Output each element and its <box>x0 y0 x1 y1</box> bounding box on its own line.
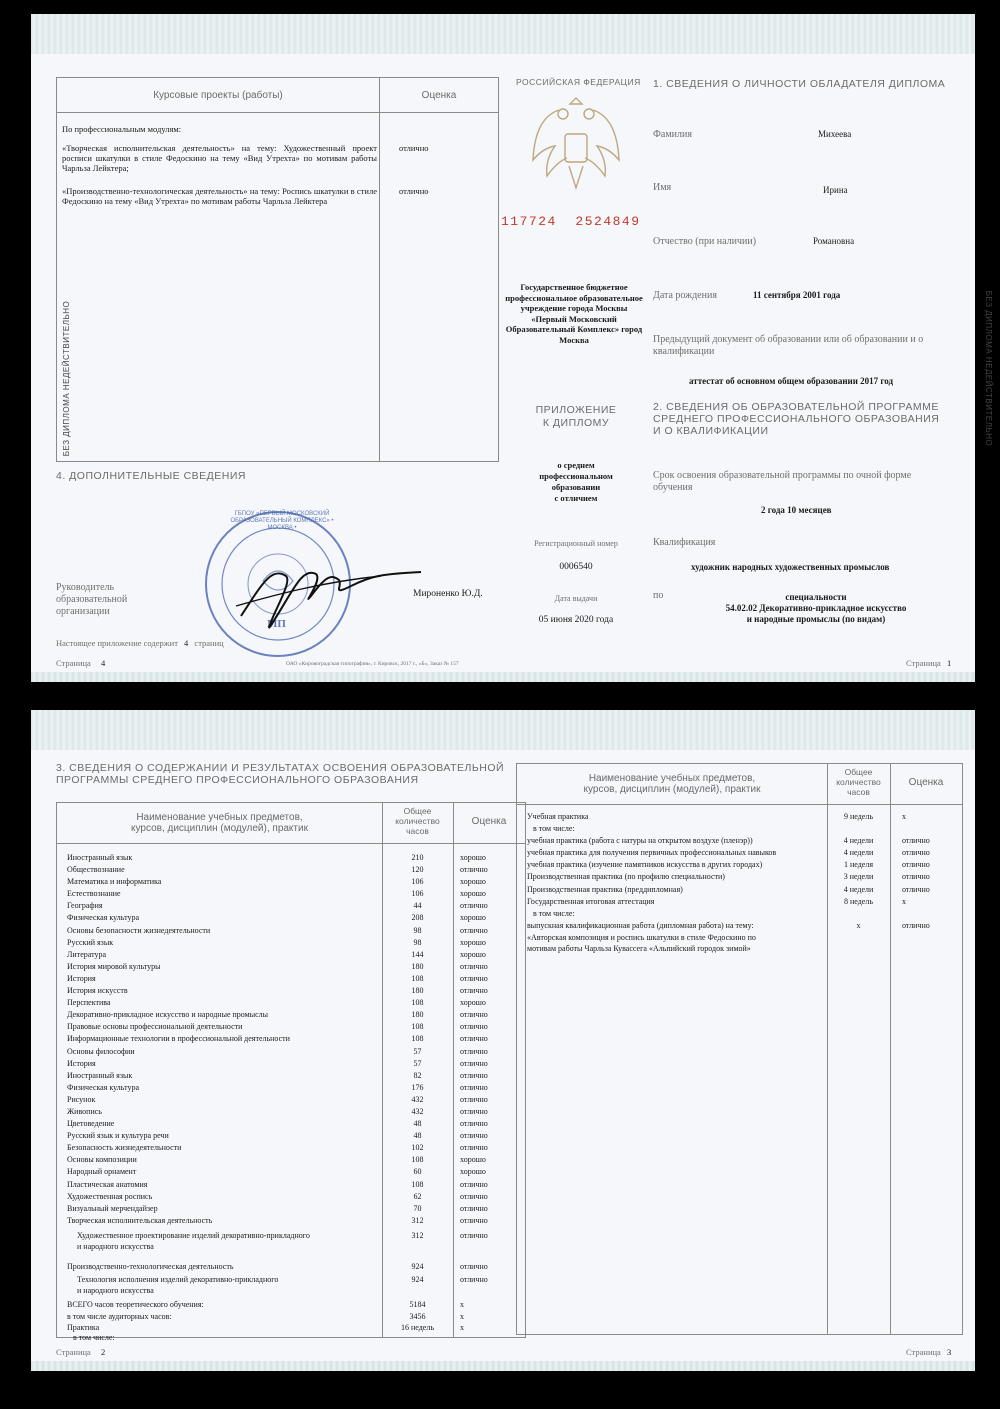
table-row <box>57 1154 525 1166</box>
cell-hours: 108 <box>411 998 424 1008</box>
practice-col-name: Наименование учебных предметов, курсов, дисциплин (модулей), практик <box>583 773 761 795</box>
table-row <box>57 1106 525 1118</box>
serial-number: 117724 2524849 <box>501 214 641 229</box>
cell-hours: 180 <box>411 1010 424 1020</box>
table-row <box>57 888 525 900</box>
cell-hours: 432 <box>411 1094 424 1104</box>
table-row <box>517 847 962 859</box>
cell-name: История искусств <box>67 986 128 996</box>
cell-grade: хорошо <box>460 998 486 1008</box>
cell-name: Художественная роспись <box>67 1191 153 1201</box>
table-row <box>57 949 525 961</box>
cell-name: Живопись <box>67 1106 102 1116</box>
cell-grade: отлично <box>460 1179 488 1189</box>
cell-grade: отлично <box>460 925 488 935</box>
cell-name: учебная практика для получения первичных профессиональных навыков <box>527 848 777 858</box>
table-row <box>57 1094 525 1106</box>
table-row <box>57 1191 525 1203</box>
seal-center: МП <box>267 618 286 630</box>
cell-grade: отлично <box>460 1094 488 1104</box>
table-row <box>57 961 525 973</box>
cell-name: учебная практика (изучение памятников искусства в других городах) <box>527 860 763 870</box>
cell-name: Математика и информатика <box>67 877 162 887</box>
cell-grade: отлично <box>902 848 930 858</box>
issue-date-value: 05 июня 2020 года <box>538 615 614 625</box>
cell-name: Правовые основы профессиональной деятельности <box>67 1022 243 1032</box>
subjects-col-hours: Общее количество часов <box>395 806 440 836</box>
cell-grade: хорошо <box>460 913 486 923</box>
cell-name: Декоративно-прикладное искусство и народные промыслы <box>67 1010 268 1020</box>
cell-hours: 44 <box>413 901 422 911</box>
cell-name: Перспектива <box>67 998 111 1008</box>
table-row <box>517 835 962 847</box>
section3-title: 3. СВЕДЕНИЯ О СОДЕРЖАНИИ И РЕЗУЛЬТАТАХ ОСВОЕНИЯ ОБРАЗОВАТЕЛЬНОЙ ПРОГРАММЫ СРЕДНЕГО ПРОФЕССИОНАЛЬНОГО ОБРАЗОВАНИЯ <box>56 762 505 786</box>
page-footer-left: Страница 4 <box>56 658 106 668</box>
course-projects-table <box>56 77 499 462</box>
surname-label: Фамилия <box>653 129 692 140</box>
cell-grade: хорошо <box>460 937 486 947</box>
table-row <box>57 1179 525 1191</box>
table-row <box>57 1203 525 1215</box>
cell-name: Основы композиции <box>67 1155 137 1165</box>
side-note-left: БЕЗ ДИПЛОМА НЕДЕЙСТВИТЕЛЬНО <box>62 300 72 457</box>
seal-text: ГБПОУ «ПЕРВЫЙ МОСКОВСКИЙ ОБРАЗОВАТЕЛЬНЫЙ КОМПЛЕКС» • МОСКВА • <box>230 511 334 531</box>
page-footer-2: Страница 2 <box>56 1347 106 1357</box>
cell-grade: отлично <box>460 1131 488 1141</box>
course-header-name: Курсовые проекты (работы) <box>153 90 283 101</box>
cell-hours: 48 <box>413 1119 422 1129</box>
section2-title: 2. СВЕДЕНИЯ ОБ ОБРАЗОВАТЕЛЬНОЙ ПРОГРАММЕ СРЕДНЕГО ПРОФЕССИОНАЛЬНОГО ОБРАЗОВАНИЯ И О КВАЛИФИКАЦИИ <box>653 401 940 437</box>
table-row <box>57 925 525 937</box>
practice-col-grade: Оценка <box>908 777 944 788</box>
table-row <box>57 973 525 985</box>
term-label: Срок освоения образовательной программы по очной форме обучения <box>653 470 912 493</box>
name-value: Ирина <box>823 185 848 195</box>
cell-name: Государственная итоговая аттестация <box>527 896 655 906</box>
cell-hours: 82 <box>413 1070 422 1080</box>
cell-grade: отлично <box>902 836 930 846</box>
cell-hours: 70 <box>413 1203 422 1213</box>
qualification-label: Квалификация <box>653 537 716 548</box>
spec-prefix: по <box>653 590 664 601</box>
table-row <box>517 823 962 835</box>
course-item-2: «Производственно-технологическая деятельность» на тему: Роспись шкатулки в стиле Федоскино на тему «Вид Утрехта» по мотивам работы Чарльза Лейктера <box>62 186 377 206</box>
cell-name: Рисунок <box>67 1094 96 1104</box>
cell-grade: отлично <box>460 865 488 875</box>
cell-hours: 57 <box>413 1058 422 1068</box>
table-row <box>57 1142 525 1154</box>
subjects-col-grade: Оценка <box>471 816 507 827</box>
cell-hours: 108 <box>411 1155 424 1165</box>
table-row <box>517 896 962 908</box>
cell-grade: x <box>902 812 906 821</box>
name-label: Имя <box>653 182 672 193</box>
cell-name: Физическая культура <box>67 1082 140 1092</box>
cell-hours: 60 <box>413 1167 422 1177</box>
table-row <box>57 1009 525 1021</box>
cell-name: Основы философии <box>67 1046 135 1056</box>
cell-grade: отлично <box>460 986 488 996</box>
cell-name: Иностранный язык <box>67 1070 133 1080</box>
cell-hours: 180 <box>411 986 424 996</box>
cell-grade: отлично <box>902 872 930 882</box>
qualification-value: художник народных художественных промыслов <box>691 562 890 572</box>
patronymic-value: Романовна <box>813 236 855 246</box>
cell-grade: отлично <box>460 1215 488 1225</box>
head-label: Руководитель образовательной организации <box>56 582 128 617</box>
table-row <box>57 1130 525 1142</box>
cell-name: Учебная практика <box>527 812 589 821</box>
cell-hours: 208 <box>411 913 424 923</box>
course-header-grade: Оценка <box>421 90 457 101</box>
course-item-2-grade: отлично <box>399 186 429 196</box>
side-note-right: БЕЗ ДИПЛОМА НЕДЕЙСТВИТЕЛЬНО <box>984 290 994 447</box>
cell-name: Народный орнамент <box>67 1167 137 1177</box>
cell-hours: 108 <box>411 1179 424 1189</box>
practice-rows <box>517 811 962 920</box>
subjects-rows <box>57 852 525 1227</box>
reg-number-label: Регистрационный номер <box>534 539 618 548</box>
cell-name: учебная практика (работа с натуры на открытом воздухе (пленэр)) <box>527 836 753 846</box>
cell-grade: отлично <box>460 1191 488 1201</box>
cell-hours: 102 <box>411 1143 424 1153</box>
pages-note: Настоящее приложение содержит 4 страниц <box>56 638 224 648</box>
cell-hours: 62 <box>413 1191 422 1201</box>
table-row <box>517 871 962 883</box>
cell-grade: отлично <box>460 1106 488 1116</box>
subjects-table: Наименование учебных предметов, курсов, дисциплин (модулей), практик Общее количество часов Оценка Иностранный язык 210 хорошо Обществознание 120 отлично Математика и информатика 106 хорошо Естествознание 106 хорошо География 44 отлично Физическая культура 208 хорошо Основы безопасности жизнедеятельности 98 отлично Русский язык 98 хорошо Литература 144 хорошо История мировой культуры 180 отлично История 108 отлично История искусств 180 отлично Перспектива 108 хорошо Декоративно-прикладное искусство и народные промыслы 180 отлично Правовые основы профессиональной деятельности 108 отлично Информационные технологии в профессиональной деятельности 108 отлично Основы философии 57 отлично История 57 отлично Иностранный язык 82 отлично Физическая культура 176 отлично Рисунок 432 отлично Живопись 432 отлично Цветоведение 48 отлично Русский язык и культура речи 48 отлично Безопасность жизнедеятельности 102 отлично Основы композиции 108 хорошо Народный орнамент 60 хорошо Пластическая анатомия 108 отлично Художественная роспись 62 отлично Визуальный мерчендайзер 70 отлично Творческая исполнительская деятельность 312 отлично Художественное проектирование изделий декоративно-прикладного и народного искусства 312 отлично Производственно-технологическая деятельность 924 отлично Технология исполнения изделий декоративно-прикладного и народного искусства 924 отлично ВСЕГО часов теоретического обучения: 5184 x в том числе аудиторных часов: 3456 x Практика 16 недель x в том числе: <box>56 802 526 1338</box>
prev-doc-value: аттестат об основном общем образовании 2017 год <box>689 376 894 386</box>
cell-grade: хорошо <box>460 1155 486 1165</box>
cell-name: Информационные технологии в профессиональной деятельности <box>67 1034 290 1044</box>
cell-name: Литература <box>67 949 107 959</box>
birth-label: Дата рождения <box>653 290 717 301</box>
table-row <box>57 1058 525 1070</box>
practice-table: Наименование учебных предметов, курсов, дисциплин (модулей), практик Общее количество часов Оценка Учебная практика 9 недель x в том числе: учебная практика (работа с натуры на открытом воздухе (пленэр)) 4 недели отлично учебная практика для получения первичных профессиональных навыков 4 недели отлично учебная практика (изучение памятников искусства в других городах) 1 неделя отлично Производственная практика (по профилю специальности) 3 недели отлично Производственная практика (преддипломная) 4 недели отлично Государственная итоговая аттестация 8 недель x в том числе: выпускная квалификационная работа (дипломная работа) на тему: «Авторская композиция и роспись шкатулки в стиле Федоскино по мотивам работы Чарльза Кувассега «Альпийский городок зимой» x отлично <box>516 763 963 1335</box>
prev-doc-label: Предыдущий документ об образовании или об образовании и о квалификации <box>653 334 924 357</box>
table-row <box>517 908 962 920</box>
cell-grade: отлично <box>460 1119 488 1129</box>
cell-grade: отлично <box>902 860 930 870</box>
practice-col-hours: Общее количество часов <box>836 767 881 797</box>
cell-grade: отлично <box>460 901 488 911</box>
birth-value: 11 сентября 2001 года <box>753 290 841 300</box>
cell-hours: 98 <box>413 925 422 935</box>
cell-grade: отлично <box>460 973 488 983</box>
course-intro: По профессиональным модулям: <box>62 124 182 134</box>
cell-name: История <box>67 973 96 983</box>
cell-name: Русский язык и культура речи <box>67 1131 169 1141</box>
page-footer-right: Страница 1 <box>906 658 952 668</box>
issue-date-label: Дата выдачи <box>554 594 598 603</box>
cell-grade: отлично <box>460 1034 488 1044</box>
cell-name: География <box>67 901 103 911</box>
cell-grade: отлично <box>460 1022 488 1032</box>
cell-name: Основы безопасности жизнедеятельности <box>67 925 211 935</box>
cell-name: Иностранный язык <box>67 853 133 862</box>
cell-name: в том числе: <box>533 908 575 918</box>
diploma-sheet-top <box>31 14 994 682</box>
table-row <box>57 912 525 924</box>
table-row <box>517 859 962 871</box>
cell-grade: хорошо <box>460 853 486 862</box>
cell-hours: 4 недели <box>843 848 874 858</box>
table-row <box>57 1166 525 1178</box>
table-row <box>57 900 525 912</box>
cell-hours: 48 <box>413 1131 422 1141</box>
cell-hours: 108 <box>411 973 424 983</box>
cell-grade: хорошо <box>460 949 486 959</box>
table-row <box>57 852 525 864</box>
cell-hours: 3 недели <box>843 872 874 882</box>
cell-hours: 210 <box>411 853 424 862</box>
table-row <box>57 937 525 949</box>
table-row <box>57 1118 525 1130</box>
cell-grade: отлично <box>460 1070 488 1080</box>
cell-name: Физическая культура <box>67 913 140 923</box>
cell-grade: x <box>902 896 906 906</box>
cell-hours: 432 <box>411 1106 424 1116</box>
cell-name: История <box>67 1058 96 1068</box>
cell-grade: хорошо <box>460 889 486 899</box>
printer-note: ОАО «Кировоградская типография», г. Кировск, 2017 г., «Б», Заказ № 157 <box>286 661 459 667</box>
signature <box>231 546 431 636</box>
table-row <box>57 1082 525 1094</box>
diploma-sheet-bottom <box>31 710 975 1371</box>
cell-name: История мировой культуры <box>67 961 161 971</box>
cell-name: Производственная практика (по профилю специальности) <box>527 872 725 882</box>
cell-name: в том числе: <box>533 824 575 834</box>
cell-hours: 1 неделя <box>843 860 874 870</box>
table-row <box>57 1033 525 1045</box>
additional-info-title: 4. ДОПОЛНИТЕЛЬНЫЕ СВЕДЕНИЯ <box>56 470 246 482</box>
cell-hours: 120 <box>411 865 424 875</box>
patronymic-label: Отчество (при наличии) <box>653 236 757 247</box>
cell-name: Производственная практика (преддипломная) <box>527 884 683 894</box>
subjects-col-name: Наименование учебных предметов, курсов, дисциплин (модулей), практик <box>131 812 308 834</box>
cell-grade: отлично <box>460 1082 488 1092</box>
cell-hours: 4 недели <box>843 884 874 894</box>
table-row <box>57 1046 525 1058</box>
cell-hours: 98 <box>413 937 422 947</box>
cell-grade: хорошо <box>460 1167 486 1177</box>
cell-grade: отлично <box>460 1203 488 1213</box>
cell-grade: отлично <box>460 961 488 971</box>
cell-hours: 108 <box>411 1034 424 1044</box>
cell-name: Визуальный мерчендайзер <box>67 1203 158 1213</box>
cell-name: Русский язык <box>67 937 114 947</box>
cell-hours: 9 недель <box>844 812 873 821</box>
cell-grade: хорошо <box>460 877 486 887</box>
appendix-subtitle: о среднем профессиональном образовании с отличием <box>539 460 613 503</box>
page-footer-3: Страница 3 <box>906 1347 952 1357</box>
table-row <box>57 1070 525 1082</box>
course-item-1-grade: отлично <box>399 143 429 153</box>
institution-name: Государственное бюджетное профессиональное образовательное учреждение города Москвы «Первый Московский Образовательный Комплекс» город Москва <box>505 282 643 345</box>
surname-value: Михеева <box>818 129 852 139</box>
cell-name: Творческая исполнительская деятельность <box>67 1215 213 1225</box>
appendix-title: ПРИЛОЖЕНИЕ К ДИПЛОМУ <box>535 404 617 429</box>
cell-hours: 106 <box>411 877 424 887</box>
country-name: РОССИЙСКАЯ ФЕДЕРАЦИЯ <box>516 77 641 87</box>
cell-hours: 4 недели <box>843 836 874 846</box>
cell-hours: 312 <box>411 1215 424 1225</box>
cell-hours: 108 <box>411 1022 424 1032</box>
table-row <box>57 997 525 1009</box>
cell-grade: отлично <box>460 1058 488 1068</box>
cell-name: Обществознание <box>67 865 125 875</box>
reg-number-value: 0006540 <box>559 562 593 572</box>
table-row <box>517 811 962 823</box>
cell-name: Безопасность жизнедеятельности <box>67 1143 182 1153</box>
table-row <box>517 884 962 896</box>
cell-hours: 180 <box>411 961 424 971</box>
term-value: 2 года 10 месяцев <box>761 505 832 515</box>
head-name: Мироненко Ю.Д. <box>413 589 483 599</box>
cell-hours: 176 <box>411 1082 424 1092</box>
cell-grade: отлично <box>902 884 930 894</box>
section1-title: 1. СВЕДЕНИЯ О ЛИЧНОСТИ ОБЛАДАТЕЛЯ ДИПЛОМА <box>653 78 946 90</box>
table-row <box>57 864 525 876</box>
cell-name: Естествознание <box>67 889 121 899</box>
table-row <box>57 876 525 888</box>
specialty: специальности 54.02.02 Декоративно-прикладное искусство и народные промыслы (по видам) <box>725 592 907 624</box>
table-row <box>57 985 525 997</box>
cell-hours: 144 <box>411 949 424 959</box>
coat-of-arms-icon <box>527 90 625 200</box>
cell-hours: 57 <box>413 1046 422 1056</box>
cell-name: Пластическая анатомия <box>67 1179 148 1189</box>
cell-grade: отлично <box>460 1143 488 1153</box>
cell-grade: отлично <box>460 1010 488 1020</box>
cell-hours: 106 <box>411 889 424 899</box>
table-row <box>57 1215 525 1227</box>
cell-grade: отлично <box>460 1046 488 1056</box>
cell-hours: 8 недель <box>844 896 873 906</box>
cell-name: Цветоведение <box>67 1119 115 1129</box>
table-row <box>57 1021 525 1033</box>
course-item-1: «Творческая исполнительская деятельность» на тему: Художественный проект росписи шкатулки в стиле Федоскино на тему «Вид Утрехта» по мотивам работы Чарльза Лейктера; <box>62 143 377 173</box>
